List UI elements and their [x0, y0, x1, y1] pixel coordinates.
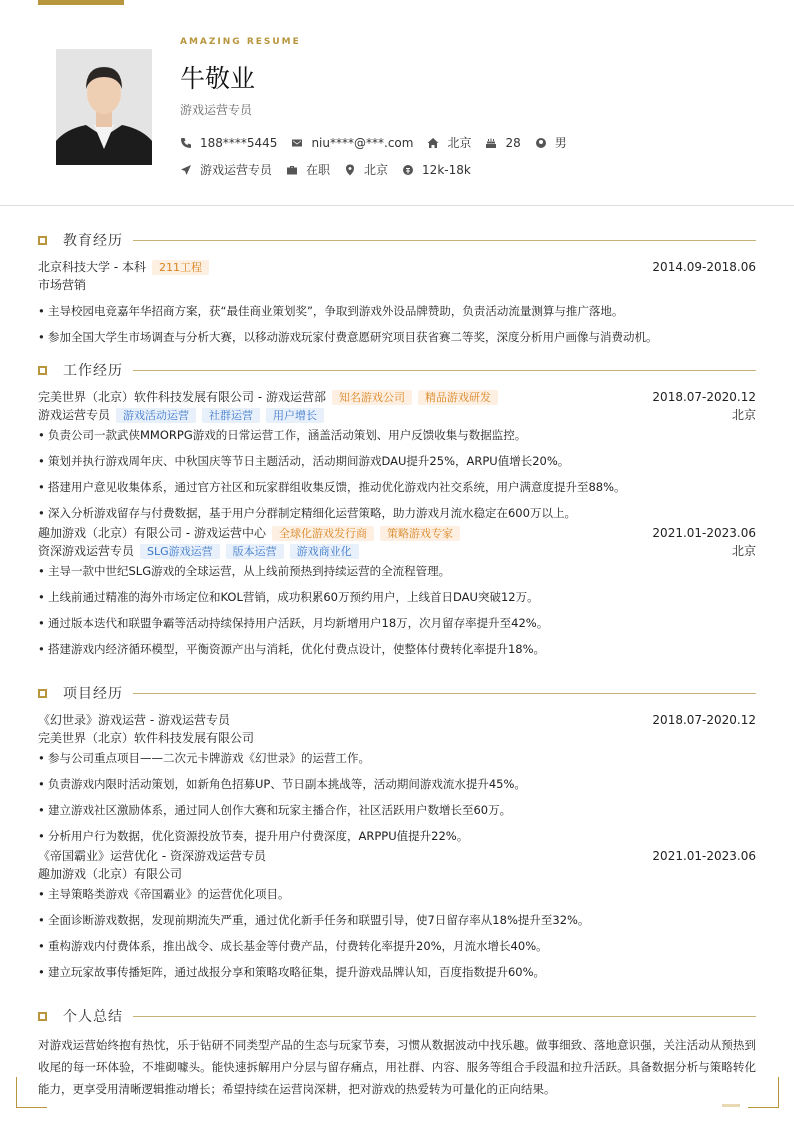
job-city: 北京 [731, 544, 756, 558]
gender-icon [535, 137, 547, 149]
briefcase-icon [286, 164, 298, 176]
project-company-line [38, 865, 756, 883]
job-bullet: • 负责公司一款武侠MMORPG游戏的日常运营工作，涵盖活动策划、用户反馈收集与数据监控。 [38, 426, 756, 444]
project-bullet: • 参与公司重点项目——二次元卡牌游戏《幻世录》的运营工作。 [38, 749, 756, 767]
project-bullet: • 主导策略类游戏《帝国霸业》的运营优化项目。 [38, 885, 756, 903]
residence-info [427, 134, 471, 151]
desired-position-info [180, 161, 272, 178]
desired-position-text: 游戏运营专员 [200, 163, 273, 177]
desired-city-text: 北京 [364, 163, 389, 177]
job-position-line [38, 406, 756, 424]
section-marker-icon [38, 689, 47, 698]
resume-header [0, 5, 794, 206]
work-heading [38, 360, 756, 380]
major-name: 市场营销 [38, 278, 87, 292]
project-name: 《幻世录》游戏运营 - 游戏运营专员 [38, 713, 230, 727]
section-divider [133, 693, 756, 694]
job-company: 完美世界（北京）软件科技发展有限公司 - 游戏运营部 [38, 390, 326, 404]
brand-label: AMAZING RESUME [180, 37, 301, 47]
job-intent-row [180, 161, 485, 178]
job-position: 游戏运营专员 [38, 408, 111, 422]
project-bullet: • 建立游戏社区激励体系，通过同人创作大赛和玩家主播合作，社区活跃用户数增长至60万。 [38, 801, 756, 819]
candidate-name: 牛敬业 [180, 64, 256, 93]
education-date: 2014.09-2018.06 [652, 260, 756, 274]
job-date: 2018.07-2020.12 [652, 390, 756, 404]
project-bullet: • 负责游戏内限时活动策划，如新角色招募UP、节日副本挑战等，活动期间游戏流水提升45%。 [38, 775, 756, 793]
phone-text: 188****5445 [200, 135, 278, 150]
project-bullet: • 重构游戏内付费体系，推出战令、成长基金等付费产品，付费转化率提升20%，月流水增长40%。 [38, 937, 756, 955]
company-tag: 策略游戏专家 [380, 526, 460, 541]
projects-section [38, 683, 756, 981]
job-entry [38, 524, 756, 658]
work-title: 工作经历 [63, 363, 123, 379]
salary-info [402, 163, 471, 177]
summary-title: 个人总结 [63, 1009, 123, 1025]
gender-text: 男 [554, 136, 567, 150]
location-pin-icon [344, 164, 356, 176]
project-company: 完美世界（北京）软件科技发展有限公司 [38, 731, 255, 745]
education-bullet: • 参加全国大学生市场调查与分析大赛，以移动游戏玩家付费意愿研究项目获省赛二等奖，深度分析用户画像与消费动机。 [38, 328, 756, 346]
company-tag: 精品游戏研发 [418, 390, 498, 405]
summary-section [38, 1006, 756, 1100]
major-line [38, 276, 756, 294]
project-company-line [38, 729, 756, 747]
job-bullet: • 通过版本迭代和联盟争霸等活动持续保持用户活跃，月均新增用户18万，次月留存率提升至42%。 [38, 614, 756, 632]
project-company: 趣加游戏（北京）有限公司 [38, 867, 183, 881]
section-marker-icon [38, 366, 47, 375]
projects-heading [38, 683, 756, 703]
job-bullet: • 主导一款中世纪SLG游戏的全球运营，从上线前预热到持续运营的全流程管理。 [38, 562, 756, 580]
education-section [38, 230, 756, 346]
project-name: 《帝国霸业》运营优化 - 资深游戏运营专员 [38, 849, 266, 863]
email-info [291, 136, 413, 150]
candidate-title: 游戏运营专员 [180, 103, 253, 117]
job-bullet: • 深入分析游戏留存与付费数据，基于用户分群制定精细化运营策略，助力游戏月流水稳定在600万以上。 [38, 504, 756, 522]
phone-icon [180, 137, 192, 149]
company-tag: 全球化游戏发行商 [272, 526, 374, 541]
position-tag: 游戏商业化 [290, 544, 359, 559]
corner-decoration [16, 1077, 47, 1108]
profile-photo [56, 49, 152, 165]
position-tag: 用户增长 [266, 408, 324, 423]
school-tag: 211工程 [152, 260, 209, 275]
summary-heading [38, 1006, 756, 1026]
position-tag: SLG游戏运营 [140, 544, 220, 559]
job-company-line [38, 388, 756, 406]
project-entry [38, 711, 756, 845]
job-company-line [38, 524, 756, 542]
projects-title: 项目经历 [63, 686, 123, 702]
position-tag: 版本运营 [226, 544, 284, 559]
work-section [38, 360, 756, 658]
project-entry [38, 847, 756, 981]
job-position-line [38, 542, 756, 560]
age-text: 28 [505, 135, 521, 150]
section-marker-icon [38, 236, 47, 245]
section-marker-icon [38, 1012, 47, 1021]
section-divider [133, 1016, 756, 1017]
education-heading [38, 230, 756, 250]
send-icon [180, 164, 192, 176]
company-tag: 知名游戏公司 [332, 390, 412, 405]
project-date: 2018.07-2020.12 [652, 713, 756, 727]
cake-icon [485, 137, 497, 149]
project-name-line [38, 711, 756, 729]
section-divider [133, 370, 756, 371]
desired-city-info [344, 161, 388, 178]
job-entry [38, 388, 756, 522]
job-bullet: • 上线前通过精准的海外市场定位和KOL营销，成功积累60万预约用户，上线首日DAU突破12万。 [38, 588, 756, 606]
corner-decoration [748, 1077, 779, 1108]
home-icon [427, 137, 439, 149]
job-date: 2021.01-2023.06 [652, 526, 756, 540]
job-company: 趣加游戏（北京）有限公司 - 游戏运营中心 [38, 526, 266, 540]
age-info [485, 136, 520, 150]
job-bullet: • 搭建游戏内经济循环模型，平衡资源产出与消耗，优化付费点设计，使整体付费转化率提升18%。 [38, 640, 756, 658]
project-bullet: • 全面诊断游戏数据，发现前期流失严重，通过优化新手任务和联盟引导，使7日留存率从18%提升至32%。 [38, 911, 756, 929]
position-tag: 社群运营 [202, 408, 260, 423]
education-bullet: • 主导校园电竞嘉年华招商方案，获“最佳商业策划奖”，争取到游戏外设品牌赞助，负责活动流量测算与推广落地。 [38, 302, 756, 320]
project-bullet: • 分析用户行为数据，优化资源投放节奏，提升用户付费深度，ARPPU值提升22%。 [38, 827, 756, 845]
job-bullet: • 搭建用户意见收集体系，通过官方社区和玩家群组收集反馈，推动优化游戏内社交系统，用户满意度提升至88%。 [38, 478, 756, 496]
mail-icon [291, 137, 303, 149]
contact-row [180, 134, 581, 151]
salary-text: 12k-18k [422, 162, 471, 177]
phone-info [180, 136, 277, 150]
position-tag: 游戏活动运营 [116, 408, 196, 423]
project-name-line [38, 847, 756, 865]
job-bullet: • 策划并执行游戏周年庆、中秋国庆等节日主题活动，活动期间游戏DAU提升25%，ARPU值增长20%。 [38, 452, 756, 470]
job-position: 资深游戏运营专员 [38, 544, 135, 558]
section-divider [133, 240, 756, 241]
project-bullet: • 建立玩家故事传播矩阵，通过战报分享和策略攻略征集，提升游戏品牌认知，百度指数提升60%。 [38, 963, 756, 981]
gender-info [535, 134, 567, 151]
summary-text: 对游戏运营始终抱有热忱，乐于钻研不同类型产品的生态与玩家节奏，习惯从数据波动中找乐趣。做事细致、落地意识强，关注活动从预热到收尾的每一环体验，不堆砌噱头。能快速拆解用户分层与留存痛点，用社群、内容、服务等组合手段温和拉升活跃。具备数据分析与策略转化能力，更享受用清晰逻辑推动增长；希望持续在运营岗深耕，把对游戏的热爱转为可量化的正向结果。 [38, 1038, 756, 1096]
residence-text: 北京 [447, 136, 472, 150]
school-name: 北京科技大学 - 本科 [38, 260, 146, 274]
salary-icon [402, 164, 414, 176]
employment-status-text: 在职 [306, 163, 331, 177]
education-title: 教育经历 [63, 233, 123, 249]
job-city: 北京 [731, 408, 756, 422]
project-date: 2021.01-2023.06 [652, 849, 756, 863]
email-text: niu****@***.com [311, 135, 414, 150]
page-indicator [722, 1104, 740, 1107]
education-entry [38, 258, 756, 276]
employment-status-info [286, 161, 330, 178]
